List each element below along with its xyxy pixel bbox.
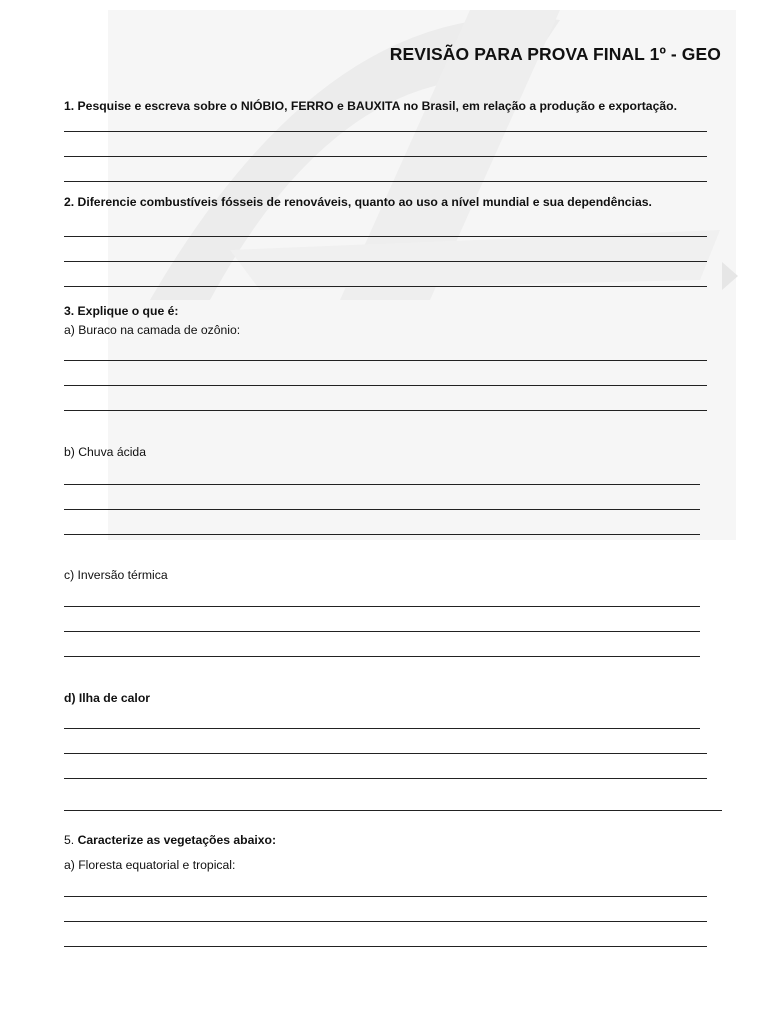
answer-line <box>64 921 707 922</box>
question-5 <box>64 833 276 847</box>
answer-line <box>64 181 707 182</box>
answer-line <box>64 810 722 811</box>
question-3: 3. Explique o que é: <box>64 304 179 318</box>
question-5a: a) Floresta equatorial e tropical: <box>64 858 236 872</box>
answer-line <box>64 509 700 510</box>
answer-line <box>64 236 707 237</box>
question-2: 2. Diferencie combustíveis fósseis de renováveis, quanto ao uso a nível mundial e sua dependências. <box>64 195 652 209</box>
answer-line <box>64 286 707 287</box>
question-5-text: Caracterize as vegetações abaixo: <box>77 833 277 847</box>
question-3b: b) Chuva ácida <box>64 445 146 459</box>
answer-line <box>64 131 707 132</box>
answer-line <box>64 360 707 361</box>
answer-line <box>64 728 700 729</box>
answer-line <box>64 410 707 411</box>
answer-line <box>64 534 700 535</box>
question-3a: a) Buraco na camada de ozônio: <box>64 323 241 337</box>
answer-line <box>64 896 707 897</box>
answer-line <box>64 778 707 779</box>
answer-line <box>64 656 700 657</box>
answer-line <box>64 753 707 754</box>
question-1: 1. Pesquise e escreva sobre o NIÓBIO, FERRO e BAUXITA no Brasil, em relação a produção e exportação. <box>64 99 677 113</box>
question-5-number: 5. <box>64 833 75 847</box>
answer-line <box>64 946 707 947</box>
answer-line <box>64 156 707 157</box>
answer-line <box>64 261 707 262</box>
question-3d: d) Ilha de calor <box>64 691 151 705</box>
answer-line <box>64 385 707 386</box>
answer-line <box>64 484 700 485</box>
answer-line <box>64 606 700 607</box>
question-3c: c) Inversão térmica <box>64 568 168 582</box>
answer-line <box>64 631 700 632</box>
page-title: REVISÃO PARA PROVA FINAL 1º - GEO <box>389 44 721 64</box>
